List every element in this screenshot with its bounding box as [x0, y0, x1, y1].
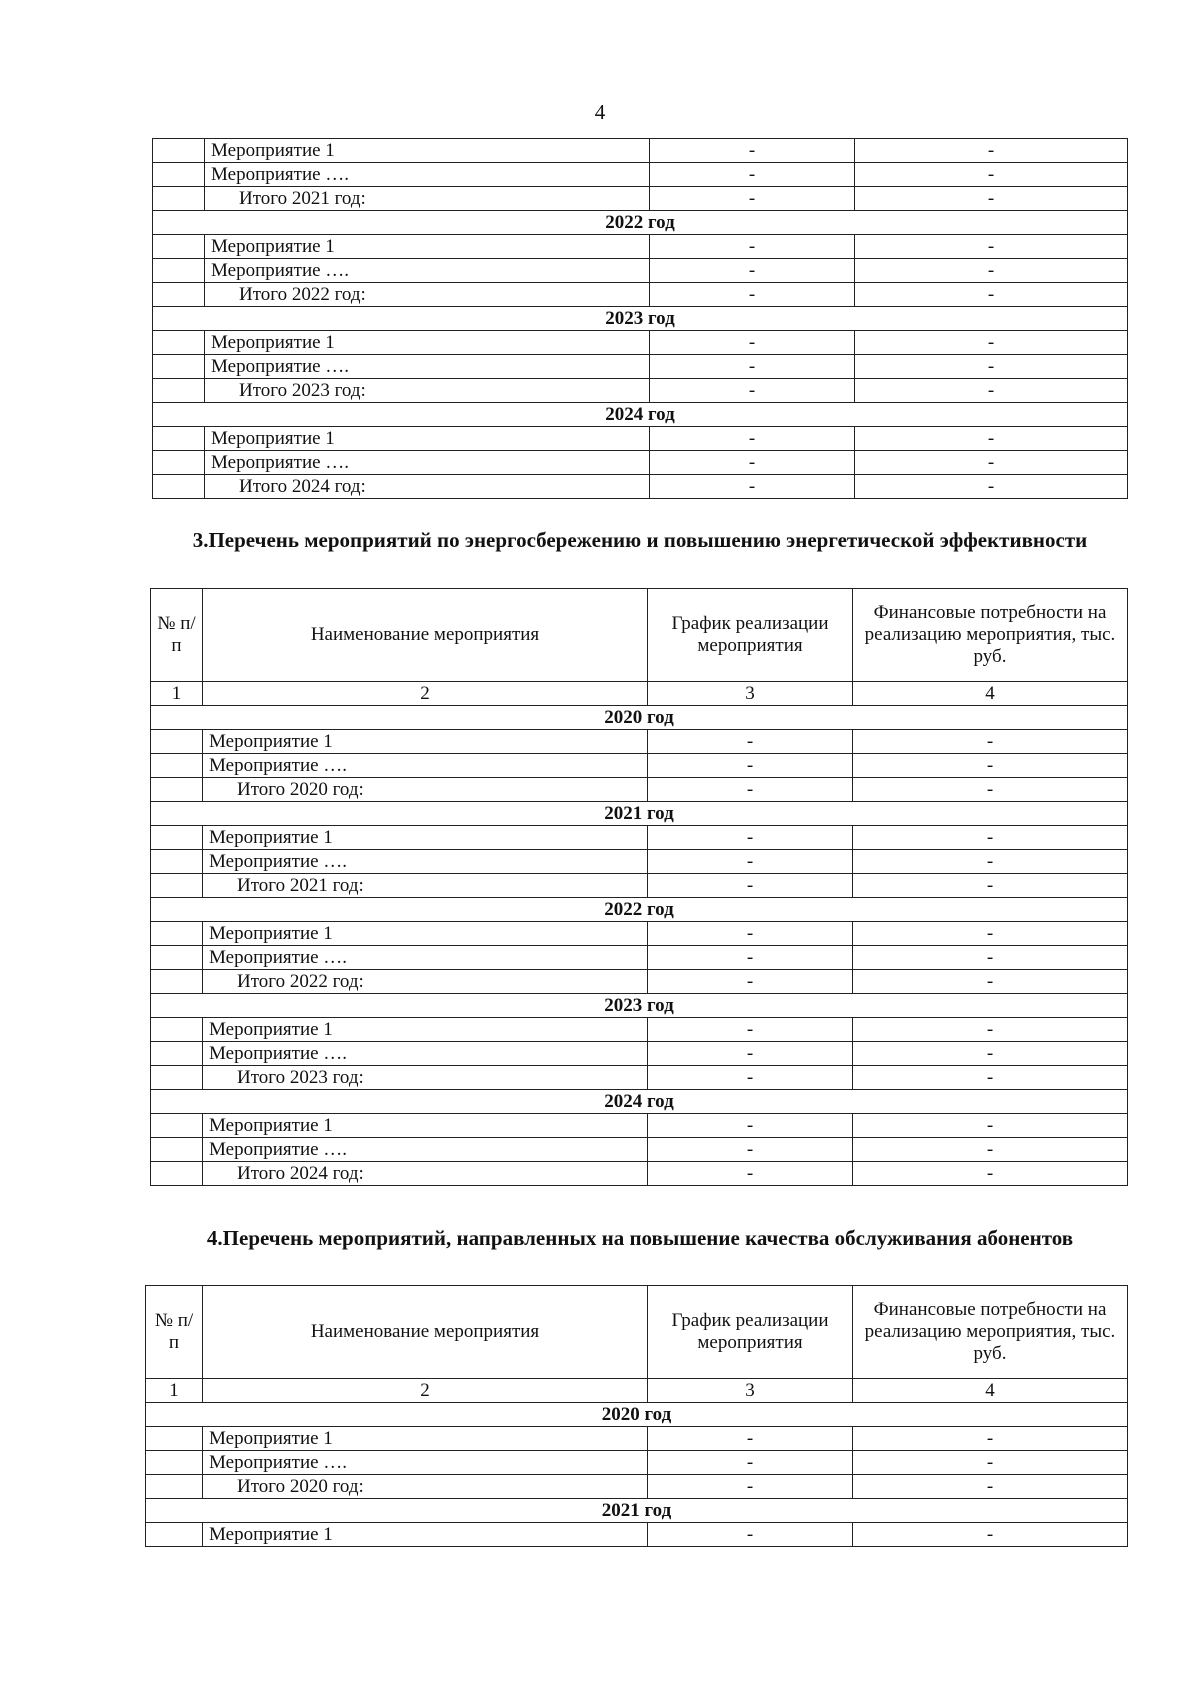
activity-name-cell: Мероприятие 1: [205, 427, 650, 451]
row-number-cell: [151, 1114, 203, 1138]
row-number-cell: [151, 754, 203, 778]
row-number-cell: [153, 355, 205, 379]
row-number-cell: [151, 946, 203, 970]
row-number-cell: [151, 1138, 203, 1162]
activity-name-cell: Мероприятие ….: [205, 355, 650, 379]
table-row: [151, 1114, 1128, 1138]
schedule-cell: -: [648, 1427, 853, 1451]
finance-cell: -: [853, 754, 1128, 778]
schedule-cell: -: [648, 970, 853, 994]
year-total-label: Итого 2021 год:: [203, 874, 648, 898]
year-header-row: [151, 898, 1128, 922]
column-header-schedule: График реализации мероприятия: [648, 1286, 853, 1379]
total-row: [153, 283, 1128, 307]
row-number-cell: [153, 379, 205, 403]
finance-cell: -: [855, 451, 1128, 475]
year-total-label: Итого 2023 год:: [205, 379, 650, 403]
schedule-cell: -: [650, 427, 855, 451]
column-index-row: [146, 1379, 1128, 1403]
column-header-finance: Финансовые потребности на реализацию мероприятия, тыс. руб.: [853, 589, 1128, 682]
row-number-cell: [153, 187, 205, 211]
row-number-cell: [151, 874, 203, 898]
column-index: 1: [146, 1379, 203, 1403]
schedule-cell: -: [648, 850, 853, 874]
page-number: 4: [594, 100, 606, 124]
year-header: 2024 год: [153, 403, 1128, 427]
finance-cell: -: [853, 778, 1128, 802]
schedule-cell: -: [648, 778, 853, 802]
finance-cell: -: [855, 331, 1128, 355]
row-number-cell: [153, 259, 205, 283]
table-row: [151, 1018, 1128, 1042]
row-number-cell: [146, 1523, 203, 1547]
table-row: [151, 1042, 1128, 1066]
finance-cell: -: [853, 1042, 1128, 1066]
total-row: [153, 187, 1128, 211]
row-number-cell: [151, 730, 203, 754]
year-header: 2022 год: [151, 898, 1128, 922]
schedule-cell: -: [650, 139, 855, 163]
row-number-cell: [151, 1162, 203, 1186]
finance-cell: -: [853, 922, 1128, 946]
total-row: [153, 379, 1128, 403]
row-number-cell: [153, 475, 205, 499]
activity-name-cell: Мероприятие 1: [205, 235, 650, 259]
table-row: [151, 946, 1128, 970]
row-number-cell: [146, 1427, 203, 1451]
finance-cell: -: [853, 850, 1128, 874]
finance-cell: -: [855, 163, 1128, 187]
table-row: [146, 1427, 1128, 1451]
schedule-cell: -: [650, 379, 855, 403]
total-row: [151, 970, 1128, 994]
table-row: [153, 259, 1128, 283]
row-number-cell: [151, 1042, 203, 1066]
year-header-row: [153, 403, 1128, 427]
row-number-cell: [153, 331, 205, 355]
schedule-cell: -: [650, 331, 855, 355]
finance-cell: -: [855, 235, 1128, 259]
year-header-row: [151, 1090, 1128, 1114]
year-header-row: [151, 802, 1128, 826]
column-index: 3: [648, 1379, 853, 1403]
row-number-cell: [151, 970, 203, 994]
activity-name-cell: Мероприятие ….: [203, 850, 648, 874]
activity-name-cell: Мероприятие ….: [203, 1042, 648, 1066]
column-index: 1: [151, 682, 203, 706]
total-row: [153, 475, 1128, 499]
year-total-label: Итого 2020 год:: [203, 778, 648, 802]
finance-cell: -: [855, 475, 1128, 499]
finance-cell: -: [855, 427, 1128, 451]
schedule-cell: -: [648, 922, 853, 946]
schedule-cell: -: [650, 259, 855, 283]
schedule-cell: -: [648, 1138, 853, 1162]
row-number-cell: [146, 1475, 203, 1499]
year-header: 2023 год: [153, 307, 1128, 331]
activity-name-cell: Мероприятие ….: [205, 259, 650, 283]
finance-cell: -: [853, 1451, 1128, 1475]
schedule-cell: -: [650, 475, 855, 499]
row-number-cell: [151, 1066, 203, 1090]
column-index: 3: [648, 682, 853, 706]
table-header-row: [151, 589, 1128, 682]
column-index: 2: [203, 682, 648, 706]
year-header-row: [151, 994, 1128, 1018]
activity-name-cell: Мероприятие 1: [205, 331, 650, 355]
total-row: [151, 1162, 1128, 1186]
year-header: 2021 год: [146, 1499, 1128, 1523]
row-number-cell: [151, 778, 203, 802]
column-index-row: [151, 682, 1128, 706]
schedule-cell: -: [648, 1114, 853, 1138]
year-header: 2020 год: [146, 1403, 1128, 1427]
finance-cell: -: [853, 826, 1128, 850]
row-number-cell: [151, 922, 203, 946]
year-total-label: Итого 2022 год:: [203, 970, 648, 994]
activity-name-cell: Мероприятие 1: [203, 730, 648, 754]
schedule-cell: -: [648, 1475, 853, 1499]
activity-name-cell: Мероприятие 1: [203, 922, 648, 946]
finance-cell: -: [853, 1427, 1128, 1451]
year-total-label: Итого 2024 год:: [203, 1162, 648, 1186]
finance-cell: -: [855, 139, 1128, 163]
year-header-row: [153, 211, 1128, 235]
table-row: [151, 754, 1128, 778]
year-header-row: [146, 1403, 1128, 1427]
year-total-label: Итого 2023 год:: [203, 1066, 648, 1090]
finance-cell: -: [853, 1066, 1128, 1090]
finance-cell: -: [853, 946, 1128, 970]
year-header-row: [146, 1499, 1128, 1523]
schedule-cell: -: [648, 730, 853, 754]
schedule-cell: -: [650, 235, 855, 259]
finance-cell: -: [855, 259, 1128, 283]
schedule-cell: -: [650, 283, 855, 307]
activity-name-cell: Мероприятие ….: [203, 1138, 648, 1162]
activity-name-cell: Мероприятие 1: [203, 1427, 648, 1451]
section-4-title: 4.Перечень мероприятий, направленных на повышение качества обслуживания абонентов: [206, 1226, 1074, 1250]
schedule-cell: -: [648, 1451, 853, 1475]
finance-cell: -: [855, 187, 1128, 211]
schedule-cell: -: [648, 1162, 853, 1186]
table-row: [151, 850, 1128, 874]
table-header-row: [146, 1286, 1128, 1379]
row-number-cell: [153, 235, 205, 259]
column-index: 4: [853, 682, 1128, 706]
table-row: [153, 427, 1128, 451]
continued-activities-table: [152, 138, 1128, 499]
row-number-cell: [153, 451, 205, 475]
column-index: 4: [853, 1379, 1128, 1403]
schedule-cell: -: [650, 451, 855, 475]
column-header-number: № п/п: [146, 1286, 203, 1379]
finance-cell: -: [853, 874, 1128, 898]
schedule-cell: -: [650, 355, 855, 379]
year-header: 2020 год: [151, 706, 1128, 730]
table-row: [146, 1451, 1128, 1475]
row-number-cell: [151, 1018, 203, 1042]
year-header-row: [153, 307, 1128, 331]
year-header: 2022 год: [153, 211, 1128, 235]
table-row: [146, 1523, 1128, 1547]
energy-saving-activities-table: [150, 588, 1128, 1186]
finance-cell: -: [853, 1114, 1128, 1138]
activity-name-cell: Мероприятие ….: [203, 946, 648, 970]
table-row: [151, 922, 1128, 946]
schedule-cell: -: [650, 187, 855, 211]
row-number-cell: [153, 163, 205, 187]
table-row: [151, 1138, 1128, 1162]
activity-name-cell: Мероприятие 1: [203, 1018, 648, 1042]
finance-cell: -: [853, 970, 1128, 994]
finance-cell: -: [855, 283, 1128, 307]
schedule-cell: -: [648, 1018, 853, 1042]
total-row: [151, 874, 1128, 898]
finance-cell: -: [853, 1475, 1128, 1499]
finance-cell: -: [853, 1138, 1128, 1162]
activity-name-cell: Мероприятие 1: [203, 1114, 648, 1138]
table-row: [153, 451, 1128, 475]
row-number-cell: [151, 826, 203, 850]
finance-cell: -: [853, 1162, 1128, 1186]
schedule-cell: -: [648, 1066, 853, 1090]
column-header-finance: Финансовые потребности на реализацию мероприятия, тыс. руб.: [853, 1286, 1128, 1379]
year-header: 2023 год: [151, 994, 1128, 1018]
column-header-name: Наименование мероприятия: [203, 589, 648, 682]
activity-name-cell: Мероприятие ….: [203, 1451, 648, 1475]
schedule-cell: -: [648, 1042, 853, 1066]
year-header: 2024 год: [151, 1090, 1128, 1114]
schedule-cell: -: [648, 1523, 853, 1547]
column-header-name: Наименование мероприятия: [203, 1286, 648, 1379]
year-total-label: Итого 2020 год:: [203, 1475, 648, 1499]
row-number-cell: [153, 283, 205, 307]
year-total-label: Итого 2022 год:: [205, 283, 650, 307]
table-row: [153, 235, 1128, 259]
year-total-label: Итого 2024 год:: [205, 475, 650, 499]
activity-name-cell: Мероприятие ….: [205, 451, 650, 475]
finance-cell: -: [855, 379, 1128, 403]
schedule-cell: -: [648, 754, 853, 778]
schedule-cell: -: [648, 946, 853, 970]
finance-cell: -: [853, 730, 1128, 754]
column-header-number: № п/п: [151, 589, 203, 682]
activity-name-cell: Мероприятие 1: [203, 1523, 648, 1547]
service-quality-activities-table: [145, 1285, 1128, 1547]
table-row: [153, 139, 1128, 163]
table-row: [153, 163, 1128, 187]
row-number-cell: [146, 1451, 203, 1475]
schedule-cell: -: [648, 826, 853, 850]
column-index: 2: [203, 1379, 648, 1403]
finance-cell: -: [853, 1018, 1128, 1042]
section-3-title: 3.Перечень мероприятий по энергосбережению и повышению энергетической эффективности: [192, 528, 1088, 552]
schedule-cell: -: [650, 163, 855, 187]
table-row: [151, 826, 1128, 850]
row-number-cell: [153, 427, 205, 451]
year-header: 2021 год: [151, 802, 1128, 826]
schedule-cell: -: [648, 874, 853, 898]
activity-name-cell: Мероприятие ….: [205, 163, 650, 187]
table-row: [151, 730, 1128, 754]
row-number-cell: [153, 139, 205, 163]
year-header-row: [151, 706, 1128, 730]
activity-name-cell: Мероприятие ….: [203, 754, 648, 778]
finance-cell: -: [855, 355, 1128, 379]
activity-name-cell: Мероприятие 1: [205, 139, 650, 163]
column-header-schedule: График реализации мероприятия: [648, 589, 853, 682]
total-row: [151, 778, 1128, 802]
total-row: [146, 1475, 1128, 1499]
activity-name-cell: Мероприятие 1: [203, 826, 648, 850]
finance-cell: -: [853, 1523, 1128, 1547]
total-row: [151, 1066, 1128, 1090]
table-row: [153, 355, 1128, 379]
year-total-label: Итого 2021 год:: [205, 187, 650, 211]
table-row: [153, 331, 1128, 355]
row-number-cell: [151, 850, 203, 874]
